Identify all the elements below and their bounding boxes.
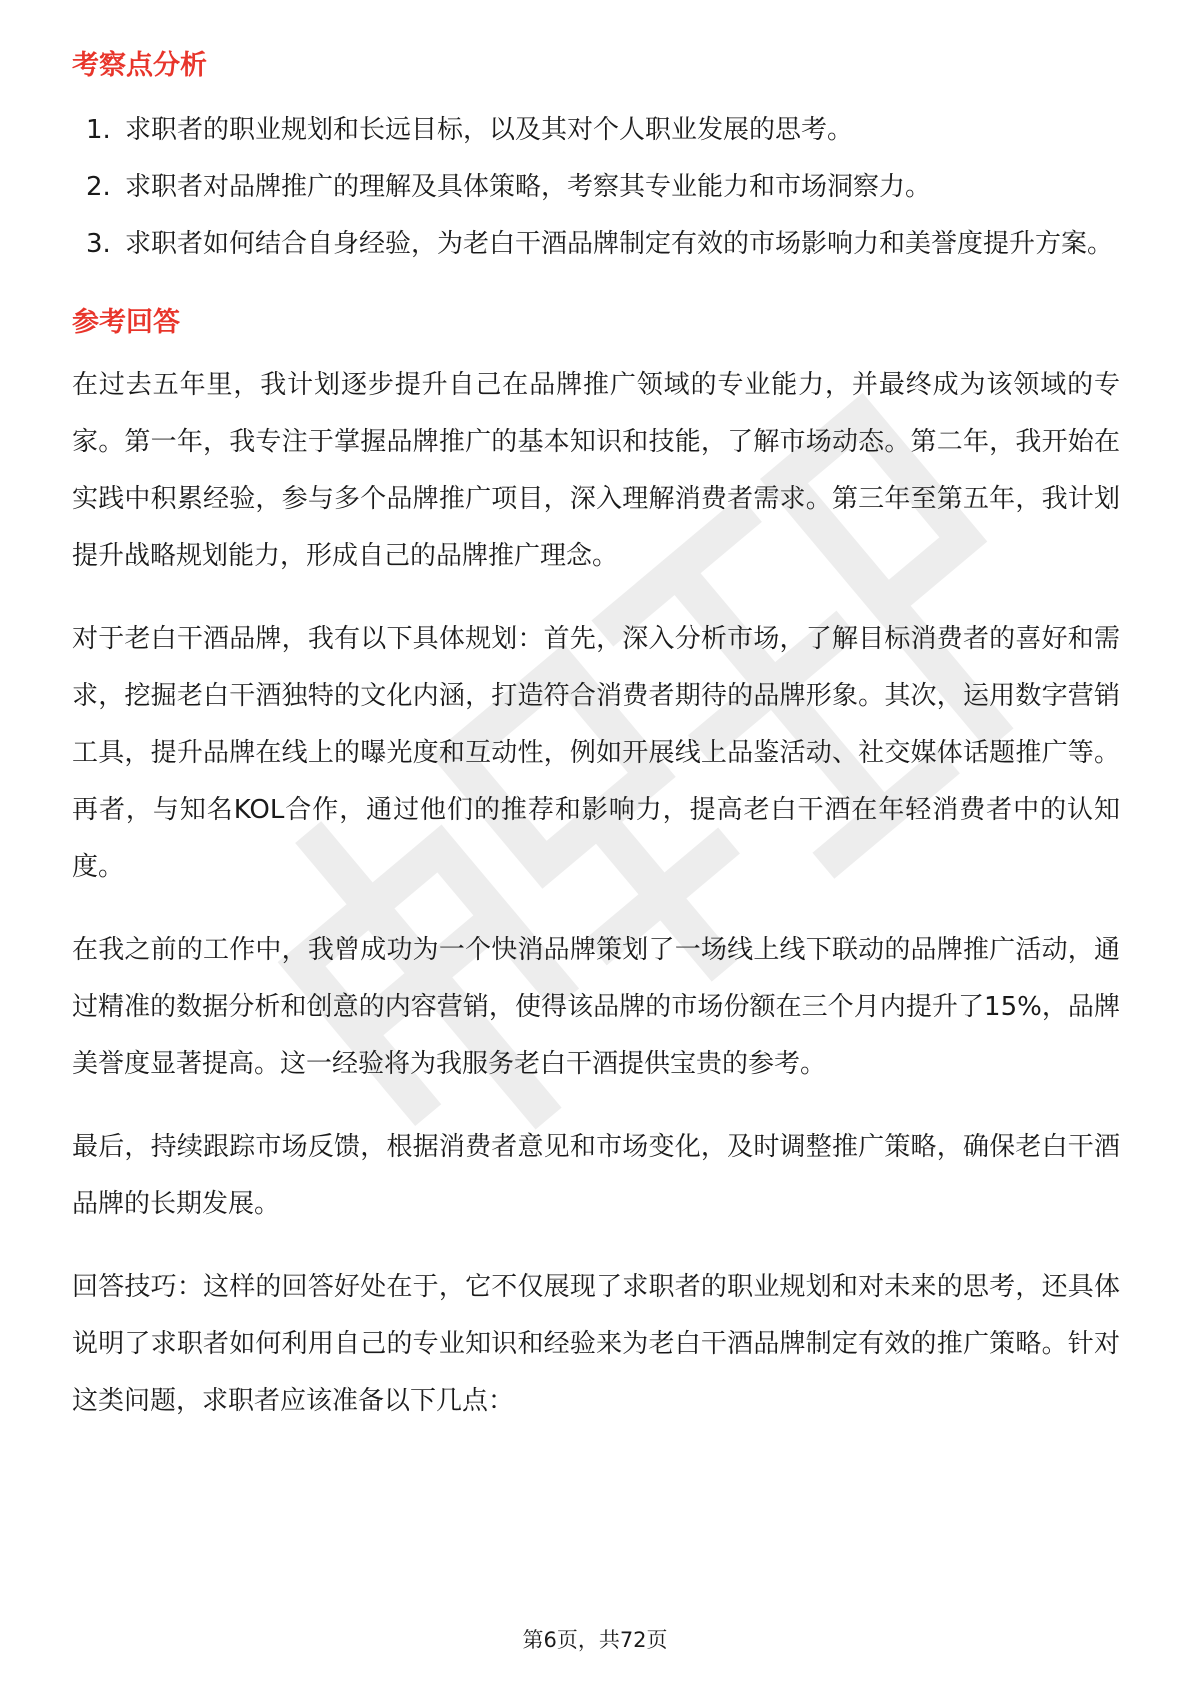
analysis-list bbox=[72, 102, 1120, 273]
list-item bbox=[72, 216, 1120, 273]
page-number-footer: 第6页，共72页 bbox=[522, 1628, 668, 1652]
list-item bbox=[72, 102, 1120, 159]
answer-tips-paragraph: 回答技巧：这样的回答好处在于，它不仅展现了求职者的职业规划和对未来的思考，还具体说明了求职者如何利用自己的专业知识和经验来为老白干酒品牌制定有效的推广策略。针对这类问题，求职者应该准备以下几点： bbox=[72, 1272, 1120, 1416]
answer-paragraph: 在过去五年里，我计划逐步提升自己在品牌推广领域的专业能力，并最终成为该领域的专家。第一年，我专注于掌握品牌推广的基本知识和技能，了解市场动态。第二年，我开始在实践中积累经验，参与多个品牌推广项目，深入理解消费者需求。第三年至第五年，我计划提升战略规划能力，形成自己的品牌推广理念。 bbox=[72, 370, 1120, 571]
list-number: 3. bbox=[86, 229, 111, 259]
list-number: 1. bbox=[86, 115, 111, 145]
main-content bbox=[72, 46, 1120, 1430]
section-title-reference-answer: 参考回答 bbox=[72, 307, 180, 338]
answer-paragraph: 对于老白干酒品牌，我有以下具体规划：首先，深入分析市场，了解目标消费者的喜好和需求，挖掘老白干酒独特的文化内涵，打造符合消费者期待的品牌形象。其次，运用数字营销工具，提升品牌在线上的曝光度和互动性，例如开展线上品鉴活动、社交媒体话题推广等。再者，与知名KOL合作，通过他们的推荐和影响力，提高老白干酒在年轻消费者中的认知度。 bbox=[72, 624, 1120, 882]
list-number: 2. bbox=[86, 172, 111, 202]
list-item bbox=[72, 159, 1120, 216]
section-title-analysis: 考察点分析 bbox=[72, 50, 207, 81]
list-item-text: 求职者的职业规划和长远目标，以及其对个人职业发展的思考。 bbox=[125, 115, 854, 145]
list-item-text: 求职者如何结合自身经验，为老白干酒品牌制定有效的市场影响力和美誉度提升方案。 bbox=[125, 229, 1114, 259]
answer-paragraph: 最后，持续跟踪市场反馈，根据消费者意见和市场变化，及时调整推广策略，确保老白干酒品牌的长期发展。 bbox=[72, 1132, 1120, 1219]
answer-paragraph: 在我之前的工作中，我曾成功为一个快消品牌策划了一场线上线下联动的品牌推广活动，通过精准的数据分析和创意的内容营销，使得该品牌的市场份额在三个月内提升了15%，品牌美誉度显著提高。这一经验将为我服务老白干酒提供宝贵的参考。 bbox=[72, 935, 1120, 1079]
list-item-text: 求职者对品牌推广的理解及具体策略，考察其专业能力和市场洞察力。 bbox=[125, 172, 932, 202]
